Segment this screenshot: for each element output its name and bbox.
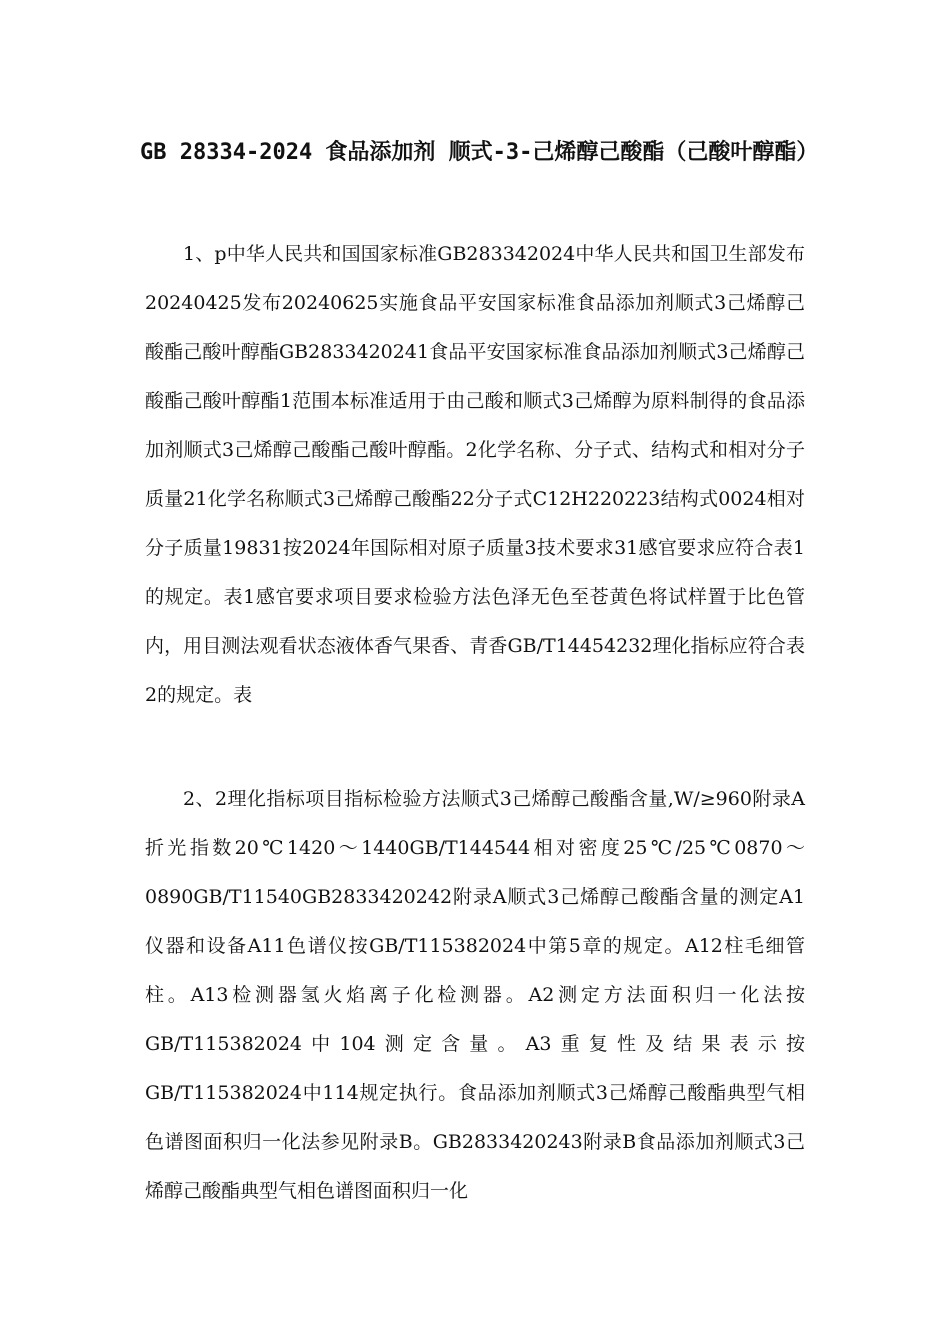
body-paragraph-1: 1、p中华人民共和国国家标准GB283342024中华人民共和国卫生部发布20240425发布20240625实施食品平安国家标准食品添加剂顺式3己烯醇己酸酯己酸叶醇酯GB2833420241食品平安国家标准食品添加剂顺式3己烯醇己酸酯己酸叶醇酯1范围本标准适用于由己酸和顺式3己烯醇为原料制得的食品添加剂顺式3己烯醇己酸酯己酸叶醇酯。2化学名称、分子式、结构式和相对分子质量21化学名称顺式3己烯醇己酸酯22分子式C12H220223结构式0024相对分子质量19831按2024年国际相对原子质量3技术要求31感官要求应符合表1的规定。表1感官要求项目要求检验方法色泽无色至苍黄色将试样置于比色管内，用目测法观看状态液体香气果香、青香GB/T14454232理化指标应符合表2的规定。表: [145, 243, 805, 706]
document-title: GB 28334-2024 食品添加剂 顺式-3-己烯醇己酸酯（己酸叶醇酯）: [140, 140, 819, 165]
body-paragraph-2: 2、2理化指标项目指标检验方法顺式3己烯醇己酸酯含量,W/≥960附录A折光指数20℃1420～1440GB/T144544相对密度25℃/25℃0870～0890GB/T11540GB2833420242附录A顺式3己烯醇己酸酯含量的测定A1仪器和设备A11色谱仪按GB/T115382024中第5章的规定。A12柱毛细管柱。A13检测器氢火焰离子化检测器。A2测定方法面积归一化法按GB/T115382024中104测定含量。A3重复性及结果表示按GB/T115382024中114规定执行。食品添加剂顺式3己烯醇己酸酯典型气相色谱图面积归一化法参见附录B。GB2833420243附录B食品添加剂顺式3己烯醇己酸酯典型气相色谱图面积归一化: [145, 788, 805, 1202]
